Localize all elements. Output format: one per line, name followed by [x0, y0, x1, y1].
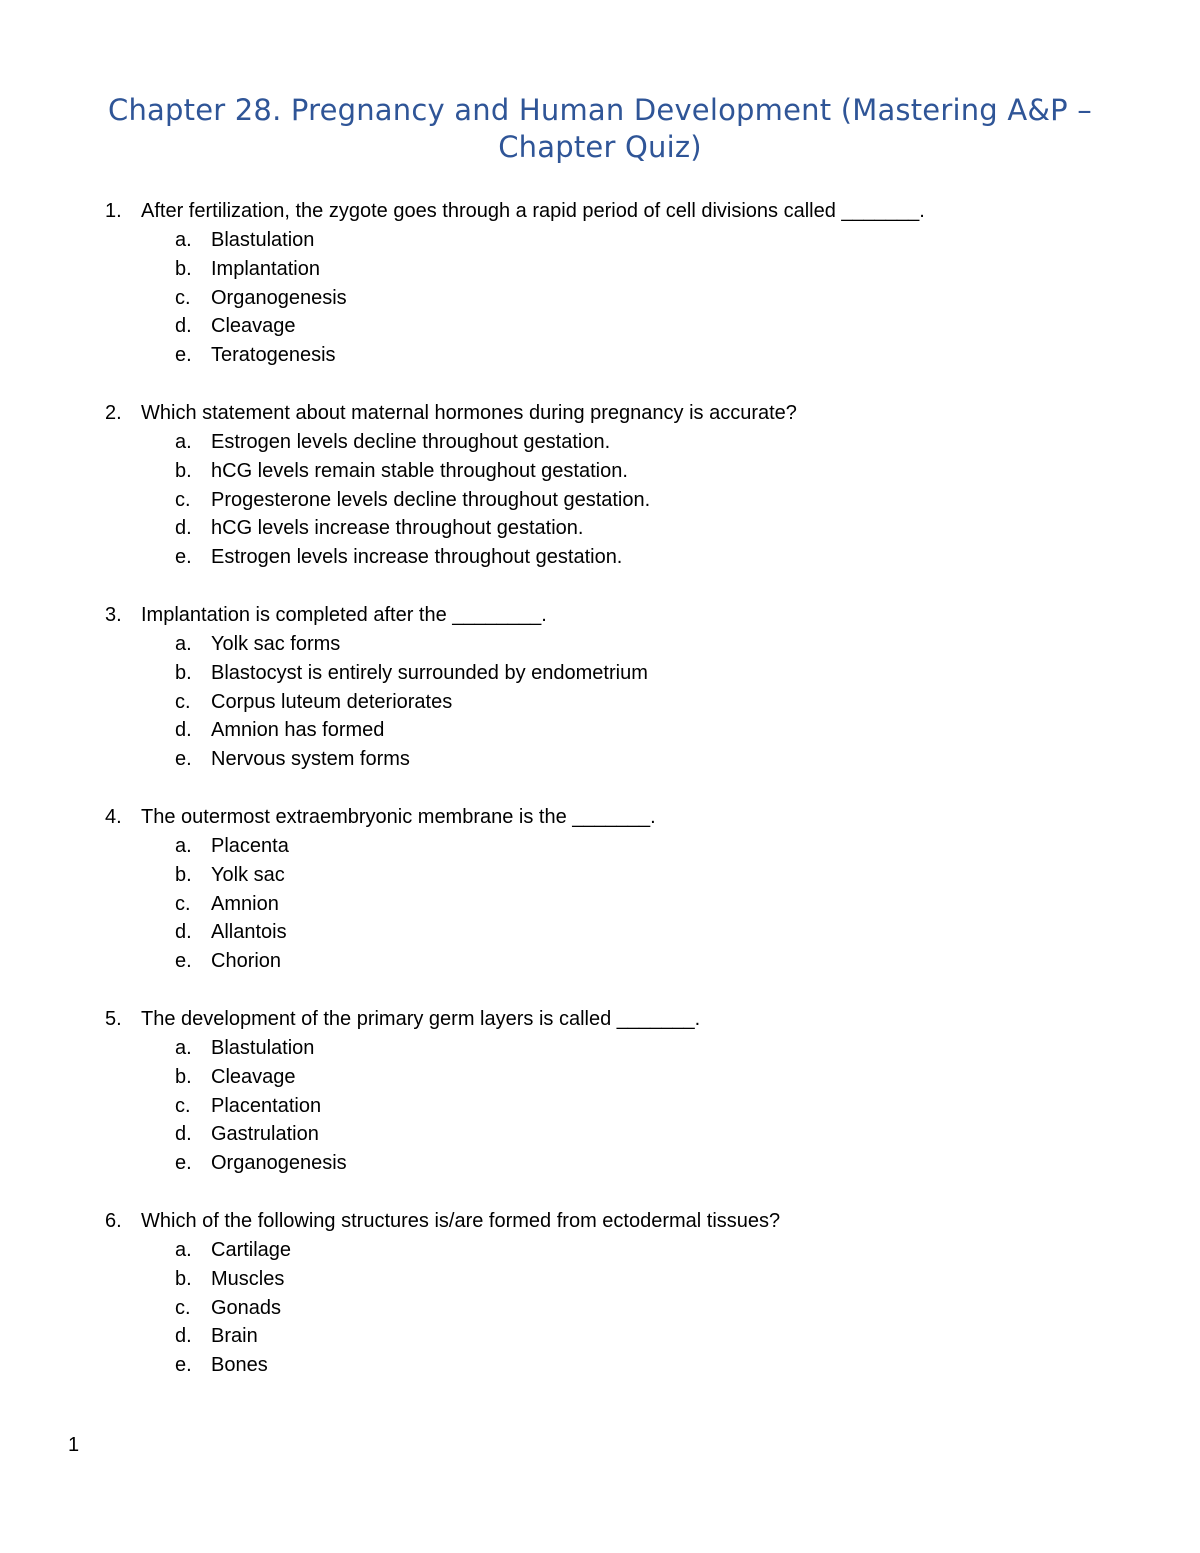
question-stem: [0, 398, 1200, 428]
question-stem: [0, 196, 1200, 226]
page-title-line-2: Chapter Quiz): [498, 130, 702, 164]
option-text: Cleavage: [211, 1065, 296, 1088]
answer-option: [0, 312, 1200, 341]
question-number: 2.: [105, 401, 122, 424]
option-letter: c.: [175, 690, 191, 713]
answer-option: [0, 514, 1200, 543]
question-item: [0, 802, 1200, 976]
option-text: Progesterone levels decline throughout gestation.: [211, 488, 651, 511]
answer-option: [0, 1092, 1200, 1121]
question-text: Which of the following structures is/are formed from ectodermal tissues?: [141, 1209, 781, 1232]
option-letter: c.: [175, 1094, 191, 1117]
option-letter: c.: [175, 488, 191, 511]
option-text: Allantois: [211, 921, 287, 944]
answer-option: [0, 1351, 1200, 1380]
option-letter: b.: [175, 661, 192, 684]
option-letter: a.: [175, 834, 192, 857]
option-text: Cleavage: [211, 315, 296, 338]
option-letter: b.: [175, 1065, 192, 1088]
option-letter: e.: [175, 546, 192, 569]
answer-option: [0, 457, 1200, 486]
question-number: 1.: [105, 200, 122, 222]
answer-options: [0, 428, 1200, 572]
question-text: After fertilization, the zygote goes through a rapid period of cell divisions called _______.: [141, 200, 925, 222]
option-text: Gastrulation: [211, 1123, 319, 1146]
question-stem: [0, 1206, 1200, 1236]
option-text: Organogenesis: [211, 286, 347, 309]
answer-option: [0, 1063, 1200, 1092]
answer-option: [0, 1236, 1200, 1265]
question-text: Implantation is completed after the ________.: [141, 603, 547, 626]
option-text: Organogenesis: [211, 1152, 347, 1175]
option-text: Teratogenesis: [211, 344, 336, 367]
option-letter: b.: [175, 459, 192, 482]
question-number: 5.: [105, 1007, 122, 1030]
question-item: [0, 600, 1200, 774]
option-letter: a.: [175, 229, 192, 251]
option-text: Nervous system forms: [211, 748, 410, 771]
question-text: Which statement about maternal hormones during pregnancy is accurate?: [141, 401, 797, 424]
option-letter: e.: [175, 1354, 192, 1377]
option-text: Implantation: [211, 257, 320, 280]
option-text: hCG levels remain stable throughout gestation.: [211, 459, 628, 482]
answer-option: [0, 861, 1200, 890]
option-letter: d.: [175, 719, 192, 742]
question-number: 3.: [105, 603, 122, 626]
option-letter: c.: [175, 1296, 191, 1319]
answer-option: [0, 486, 1200, 515]
answer-option: [0, 890, 1200, 919]
answer-option: [0, 428, 1200, 457]
option-letter: e.: [175, 950, 192, 973]
question-text: The outermost extraembryonic membrane is the _______.: [141, 805, 656, 828]
option-letter: c.: [175, 286, 191, 309]
answer-option: [0, 1149, 1200, 1178]
answer-options: [0, 1236, 1200, 1380]
option-letter: d.: [175, 921, 192, 944]
option-text: Blastulation: [211, 229, 315, 251]
option-text: Chorion: [211, 950, 282, 973]
option-letter: a.: [175, 1036, 192, 1059]
answer-option: [0, 688, 1200, 717]
answer-option: [0, 659, 1200, 688]
option-text: Yolk sac: [211, 863, 285, 886]
option-text: Placenta: [211, 834, 289, 857]
option-text: Blastulation: [211, 1036, 315, 1059]
option-letter: a.: [175, 1238, 192, 1261]
question-number: 6.: [105, 1209, 122, 1232]
answer-option: [0, 1294, 1200, 1323]
answer-option: [0, 1120, 1200, 1149]
answer-options: [0, 1034, 1200, 1178]
answer-option: [0, 226, 1200, 255]
question-item: [0, 196, 1200, 370]
option-letter: e.: [175, 344, 192, 367]
option-letter: a.: [175, 430, 192, 453]
option-text: Amnion: [211, 892, 279, 915]
option-text: Estrogen levels increase throughout gestation.: [211, 546, 623, 569]
option-letter: a.: [175, 632, 192, 655]
page-number: 1: [68, 1434, 80, 1456]
question-stem: [0, 802, 1200, 832]
question-text: The development of the primary germ layers is called _______.: [141, 1007, 701, 1030]
answer-option: [0, 543, 1200, 572]
answer-option: [0, 918, 1200, 947]
option-letter: e.: [175, 1152, 192, 1175]
option-text: Brain: [211, 1325, 258, 1348]
option-text: hCG levels increase throughout gestation.: [211, 517, 584, 540]
answer-option: [0, 284, 1200, 313]
option-text: Placentation: [211, 1094, 322, 1117]
option-text: Corpus luteum deteriorates: [211, 690, 453, 713]
option-text: Bones: [211, 1354, 268, 1377]
option-letter: b.: [175, 1267, 192, 1290]
option-text: Estrogen levels decline throughout gestation.: [211, 430, 611, 453]
option-text: Yolk sac forms: [211, 632, 341, 655]
option-letter: d.: [175, 517, 192, 540]
option-letter: d.: [175, 315, 192, 338]
answer-option: [0, 1034, 1200, 1063]
option-text: Cartilage: [211, 1238, 292, 1261]
answer-option: [0, 1265, 1200, 1294]
answer-options: [0, 630, 1200, 774]
question-stem: [0, 600, 1200, 630]
answer-option: [0, 832, 1200, 861]
answer-option: [0, 255, 1200, 284]
option-text: Blastocyst is entirely surrounded by endometrium: [211, 661, 648, 684]
page-title: [60, 92, 1140, 166]
option-letter: b.: [175, 863, 192, 886]
answer-option: [0, 341, 1200, 370]
option-text: Amnion has formed: [211, 719, 385, 742]
question-number: 4.: [105, 805, 122, 828]
answer-options: [0, 832, 1200, 976]
option-letter: d.: [175, 1325, 192, 1348]
question-item: [0, 398, 1200, 572]
option-letter: e.: [175, 748, 192, 771]
option-letter: b.: [175, 257, 192, 280]
question-list: [0, 196, 1200, 1408]
answer-option: [0, 1322, 1200, 1351]
answer-option: [0, 630, 1200, 659]
question-item: [0, 1004, 1200, 1178]
answer-options: [0, 226, 1200, 370]
option-text: Muscles: [211, 1267, 285, 1290]
option-letter: d.: [175, 1123, 192, 1146]
answer-option: [0, 716, 1200, 745]
option-text: Gonads: [211, 1296, 282, 1319]
question-stem: [0, 1004, 1200, 1034]
answer-option: [0, 947, 1200, 976]
answer-option: [0, 745, 1200, 774]
question-item: [0, 1206, 1200, 1380]
page-title-line-1: Chapter 28. Pregnancy and Human Development (Mastering A&P –: [108, 93, 1092, 127]
option-letter: c.: [175, 892, 191, 915]
